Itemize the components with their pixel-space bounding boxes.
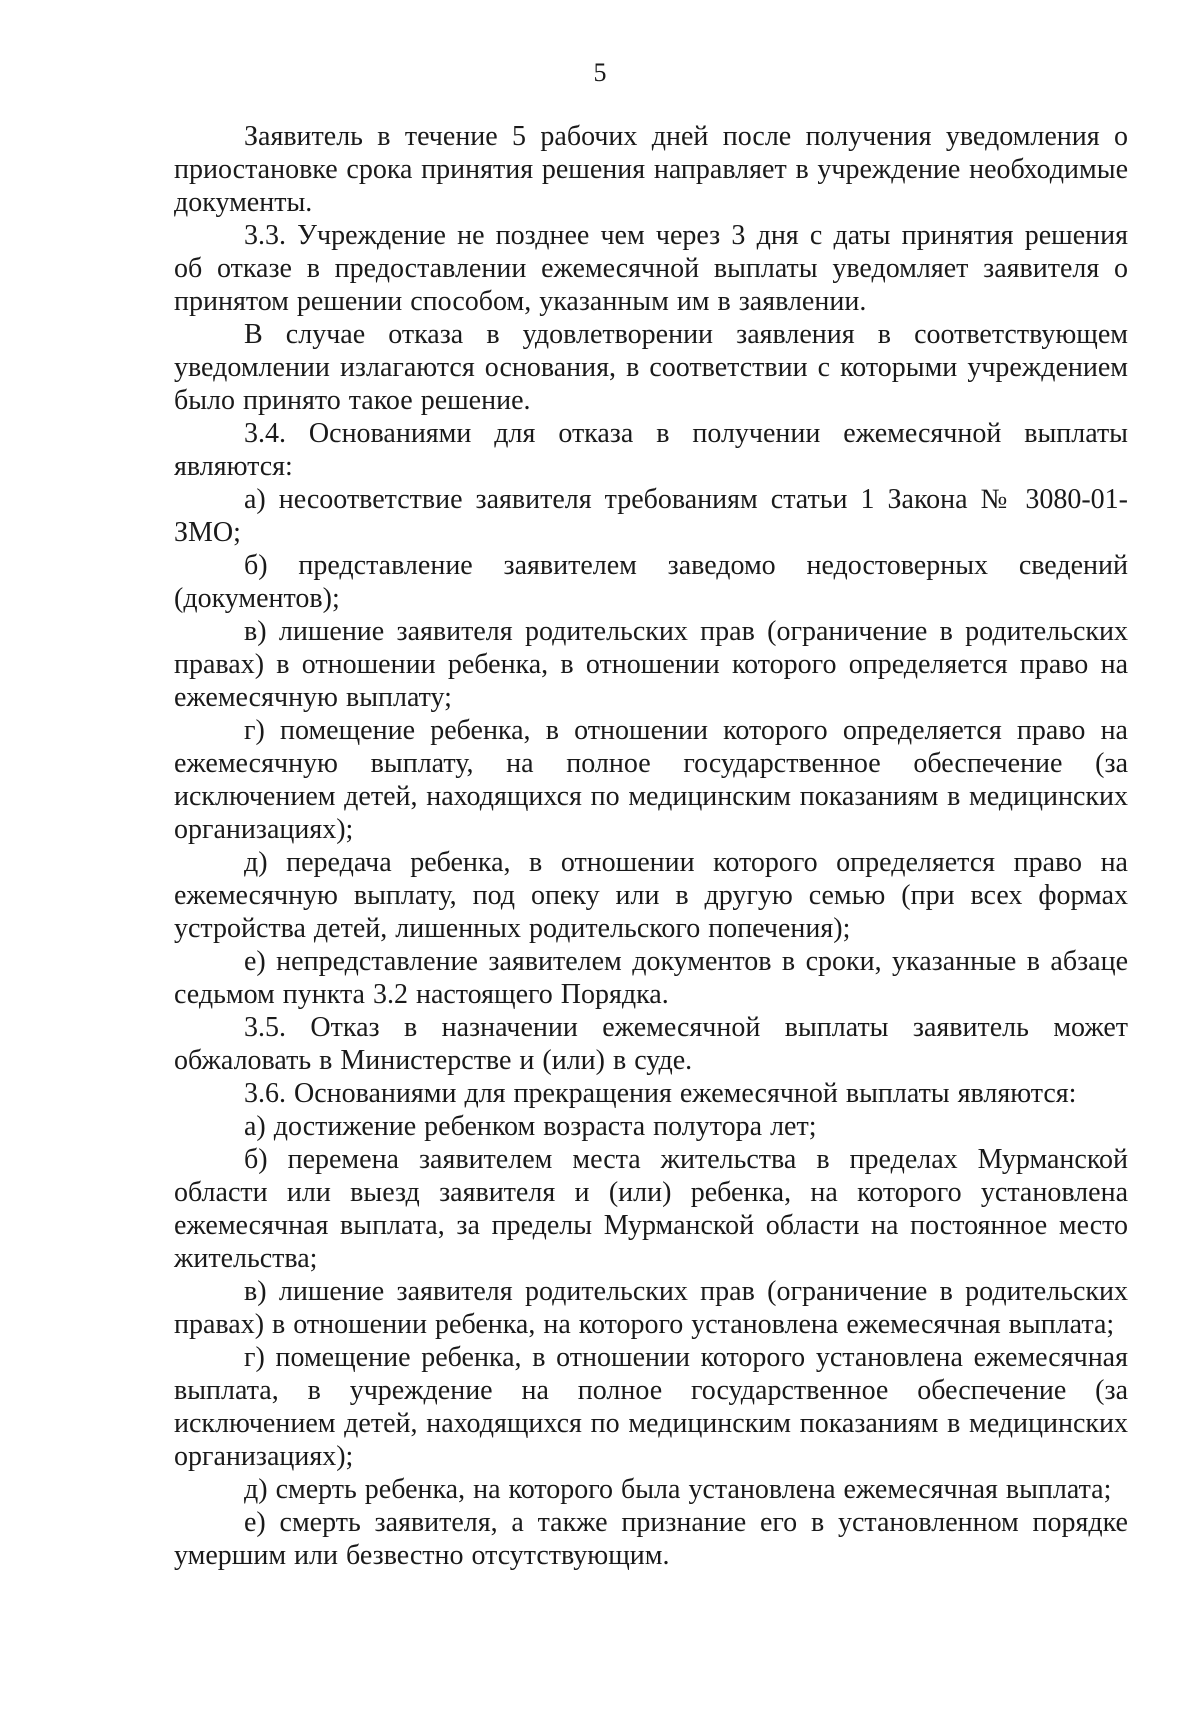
paragraph-refusal-grounds-notice: В случае отказа в удовлетворении заявления в соответствующем уведомлении излагаются основания, в соответствии с которыми учреждением было принято такое решение. — [174, 319, 1128, 416]
document-body — [174, 120, 1128, 1572]
list-item-3-6-b: б) перемена заявителем места жительства в пределах Мурманской области или выезд заявителя и (или) ребенка, на которого установлена ежемесячная выплата, за пределы Мурманской области на постоянное место жительства; — [174, 1144, 1128, 1274]
list-item-3-4-v: в) лишение заявителя родительских прав (ограничение в родительских правах) в отношении ребенка, в отношении которого определяется право на ежемесячную выплату; — [174, 616, 1128, 713]
list-item-3-4-b: б) представление заявителем заведомо недостоверных сведений (документов); — [174, 550, 1128, 614]
list-item-3-6-a: а) достижение ребенком возраста полутора лет; — [244, 1111, 817, 1142]
list-item-3-4-a: а) несоответствие заявителя требованиям статьи 1 Закона № 3080-01-ЗМО; — [174, 484, 1128, 548]
paragraph-3-6: 3.6. Основаниями для прекращения ежемесячной выплаты являются: — [244, 1078, 1077, 1109]
paragraph-3-3: 3.3. Учреждение не позднее чем через 3 дня с даты принятия решения об отказе в предоставлении ежемесячной выплаты уведомляет заявителя о принятом решении способом, указанным им в заявлении. — [174, 220, 1128, 317]
list-item-3-4-g: г) помещение ребенка, в отношении которого определяется право на ежемесячную выплату, на полное государственное обеспечение (за исключением детей, находящихся по медицинским показаниям в медицинских организациях); — [174, 715, 1128, 845]
list-item-3-6-v: в) лишение заявителя родительских прав (ограничение в родительских правах) в отношении ребенка, на которого установлена ежемесячная выплата; — [174, 1276, 1128, 1340]
paragraph-3-4: 3.4. Основаниями для отказа в получении ежемесячной выплаты являются: — [174, 418, 1128, 482]
list-item-3-4-d: д) передача ребенка, в отношении которого определяется право на ежемесячную выплату, под опеку или в другую семью (при всех формах устройства детей, лишенных родительского попечения); — [174, 847, 1128, 944]
paragraph-applicant-documents: Заявитель в течение 5 рабочих дней после получения уведомления о приостановке срока принятия решения направляет в учреждение необходимые документы. — [174, 121, 1128, 218]
list-item-3-4-e: е) непредставление заявителем документов в сроки, указанные в абзаце седьмом пункта 3.2 настоящего Порядка. — [174, 946, 1128, 1010]
page-number: 5 — [593, 58, 607, 87]
list-item-3-6-e: е) смерть заявителя, а также признание его в установленном порядке умершим или безвестно отсутствующим. — [174, 1507, 1128, 1571]
list-item-3-6-g: г) помещение ребенка, в отношении которого установлена ежемесячная выплата, в учреждение на полное государственное обеспечение (за исключением детей, находящихся по медицинским показаниям в медицинских организациях); — [174, 1342, 1128, 1472]
paragraph-3-5: 3.5. Отказ в назначении ежемесячной выплаты заявитель может обжаловать в Министерстве и (или) в суде. — [174, 1012, 1128, 1076]
list-item-3-6-d: д) смерть ребенка, на которого была установлена ежемесячная выплата; — [244, 1474, 1112, 1505]
